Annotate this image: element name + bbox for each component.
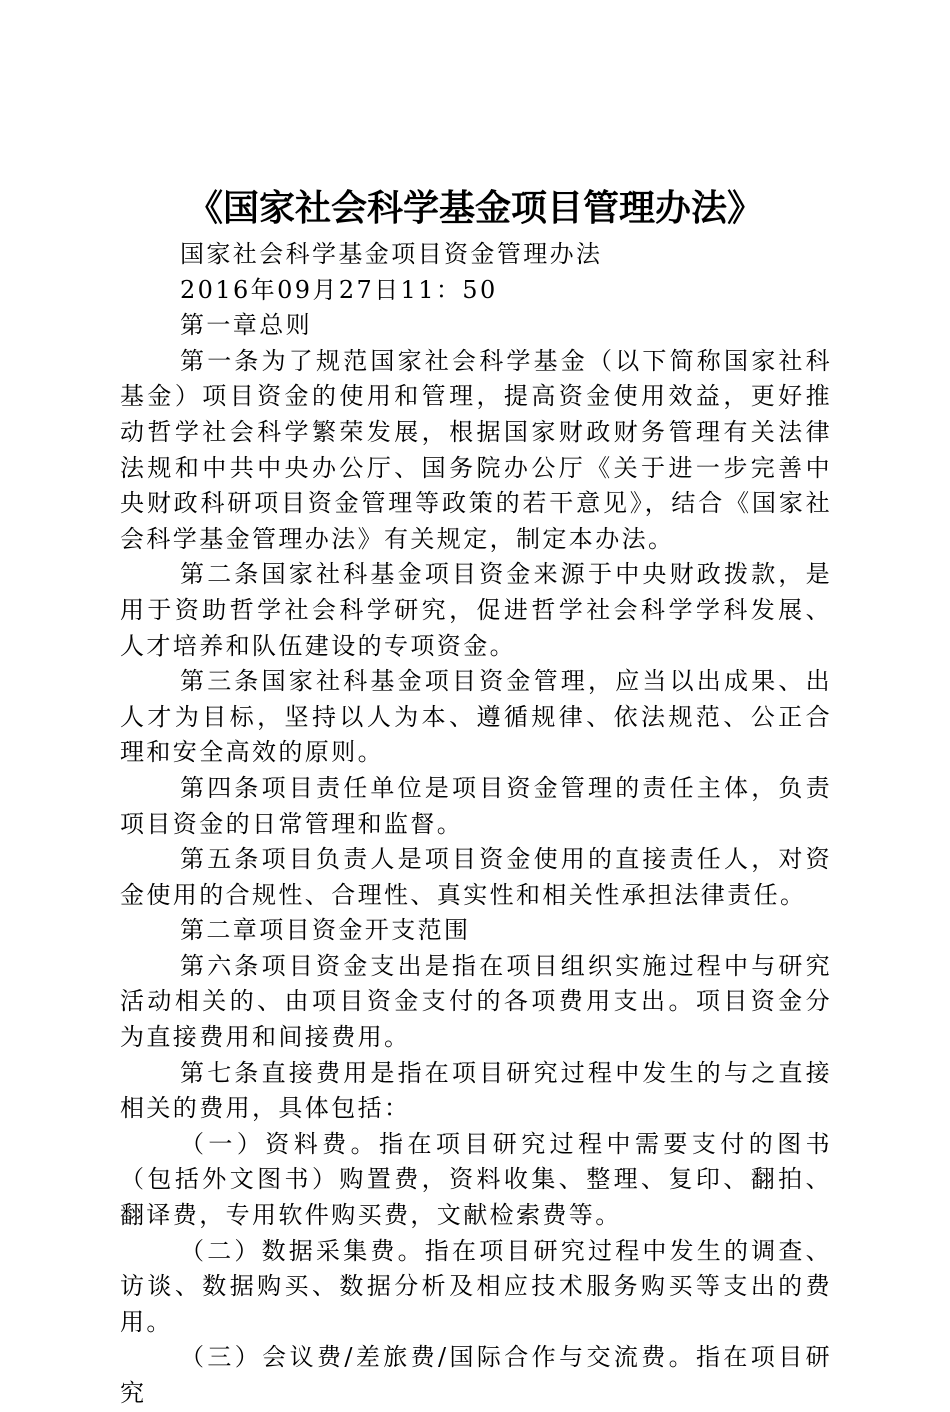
article-paragraph: 第二条国家社科基金项目资金来源于中央财政拨款，是用于资助哲学社会科学研究，促进哲学社会科学学科发展、人才培养和队伍建设的专项资金。 <box>120 560 832 660</box>
document-title: 《国家社会科学基金项目管理办法》 <box>186 188 763 229</box>
chapter-heading: 第二章项目资金开支范围 <box>180 916 471 945</box>
document-body <box>120 237 832 1412</box>
article-paragraph: 第三条国家社科基金项目资金管理，应当以出成果、出人才为目标，坚持以人为本、遵循规律、依法规范、公正合理和安全高效的原则。 <box>120 667 832 767</box>
date-line: 2016年09月27日11：50 <box>180 275 498 304</box>
article-paragraph: 第一条为了规范国家社会科学基金（以下简称国家社科基金）项目资金的使用和管理，提高资金使用效益，更好推动哲学社会科学繁荣发展，根据国家财政财务管理有关法律法规和中共中央办公厅、国务院办公厅《关于进一步完善中央财政科研项目资金管理等政策的若干意见》，结合《国家社会科学基金管理办法》有关规定，制定本办法。 <box>120 346 832 553</box>
list-item-paragraph: （一）资料费。指在项目研究过程中需要支付的图书（包括外文图书）购置费，资料收集、整理、复印、翻拍、翻译费，专用软件购买费，文献检索费等。 <box>120 1129 832 1230</box>
subtitle: 国家社会科学基金项目资金管理办法 <box>180 240 603 268</box>
list-item-paragraph: （三）会议费/差旅费/国际合作与交流费。指在项目研究 <box>120 1343 832 1407</box>
article-paragraph: 第七条直接费用是指在项目研究过程中发生的与之直接相关的费用，具体包括： <box>120 1058 832 1123</box>
article-paragraph: 第五条项目负责人是项目资金使用的直接责任人，对资金使用的合规性、合理性、真实性和相关性承担法律责任。 <box>120 845 832 909</box>
article-paragraph: 第四条项目责任单位是项目资金管理的责任主体，负责项目资金的日常管理和监督。 <box>120 773 832 838</box>
list-item-paragraph: （二）数据采集费。指在项目研究过程中发生的调查、访谈、数据购买、数据分析及相应技术服务购买等支出的费用。 <box>120 1236 832 1336</box>
chapter-heading: 第一章总则 <box>180 311 312 340</box>
article-paragraph: 第六条项目资金支出是指在项目组织实施过程中与研究活动相关的、由项目资金支付的各项费用支出。项目资金分为直接费用和间接费用。 <box>120 951 832 1052</box>
